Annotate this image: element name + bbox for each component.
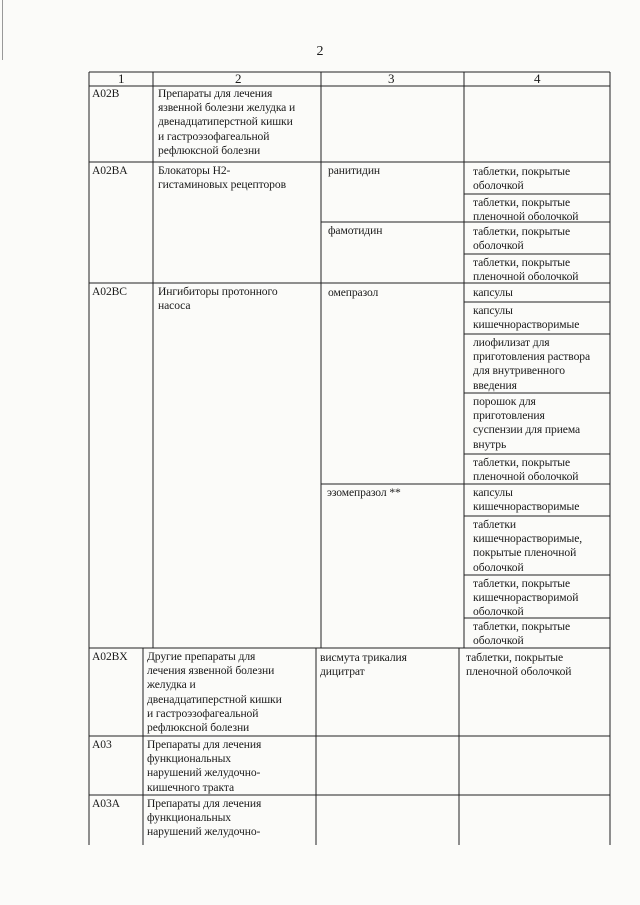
header-col-1: 1: [118, 71, 125, 86]
header-col-3: 3: [388, 71, 395, 86]
atc-code: A03A: [92, 797, 120, 810]
drug-name: фамотидин: [328, 224, 383, 237]
dosage-form: таблетки, покрытые пленочной оболочкой: [473, 196, 579, 224]
dosage-form: таблетки, покрытые оболочкой: [473, 620, 571, 648]
dosage-form: таблетки, покрытые пленочной оболочкой: [473, 456, 579, 484]
atc-name: Ингибиторы протонного насоса: [158, 285, 278, 313]
atc-code: A02BA: [92, 164, 128, 177]
dosage-form: капсулы кишечнорастворимые: [473, 486, 580, 514]
page-number: 2: [316, 44, 324, 59]
header-col-2: 2: [235, 71, 242, 86]
atc-code: A02BC: [92, 285, 127, 298]
atc-code: A03: [92, 738, 112, 751]
atc-code: A02B: [92, 87, 120, 100]
atc-name: Другие препараты для лечения язвенной болезни желудка и двенадцатиперстной кишки и гастроэзофагеальной рефлюксной болезни: [147, 650, 282, 735]
dosage-form: таблетки, покрытые оболочкой: [473, 165, 571, 193]
dosage-form: капсулы: [473, 286, 513, 299]
dosage-form: капсулы кишечнорастворимые: [473, 304, 580, 332]
dosage-form: лиофилизат для приготовления раствора для внутривенного введения: [473, 336, 591, 392]
dosage-form: таблетки кишечнорастворимые, покрытые пленочной оболочкой: [473, 518, 583, 574]
dosage-form: таблетки, покрытые кишечнорастворимой оболочкой: [473, 577, 579, 619]
dosage-form: таблетки, покрытые пленочной оболочкой: [473, 256, 579, 284]
dosage-form: таблетки, покрытые оболочкой: [473, 225, 571, 253]
drug-name: омепразол: [328, 286, 379, 299]
drug-name: ранитидин: [328, 164, 381, 177]
atc-name: Блокаторы Н2- гистаминовых рецепторов: [158, 164, 286, 192]
drug-name: эзомепразол **: [327, 486, 401, 499]
atc-name: Препараты для лечения функциональных нарушений желудочно-: [147, 797, 262, 839]
dosage-form: порошок для приготовления суспензии для приема внутрь: [473, 395, 581, 451]
atc-name: Препараты для лечения функциональных нарушений желудочно- кишечного тракта: [147, 738, 262, 794]
drug-name: висмута трикалия дицитрат: [320, 651, 407, 679]
dosage-form: таблетки, покрытые пленочной оболочкой: [466, 651, 572, 679]
atc-code: A02BX: [92, 650, 128, 663]
atc-name: Препараты для лечения язвенной болезни желудка и двенадцатиперстной кишки и гастроэзофагеальной рефлюксной болезни: [158, 87, 296, 157]
header-col-4: 4: [534, 71, 541, 86]
